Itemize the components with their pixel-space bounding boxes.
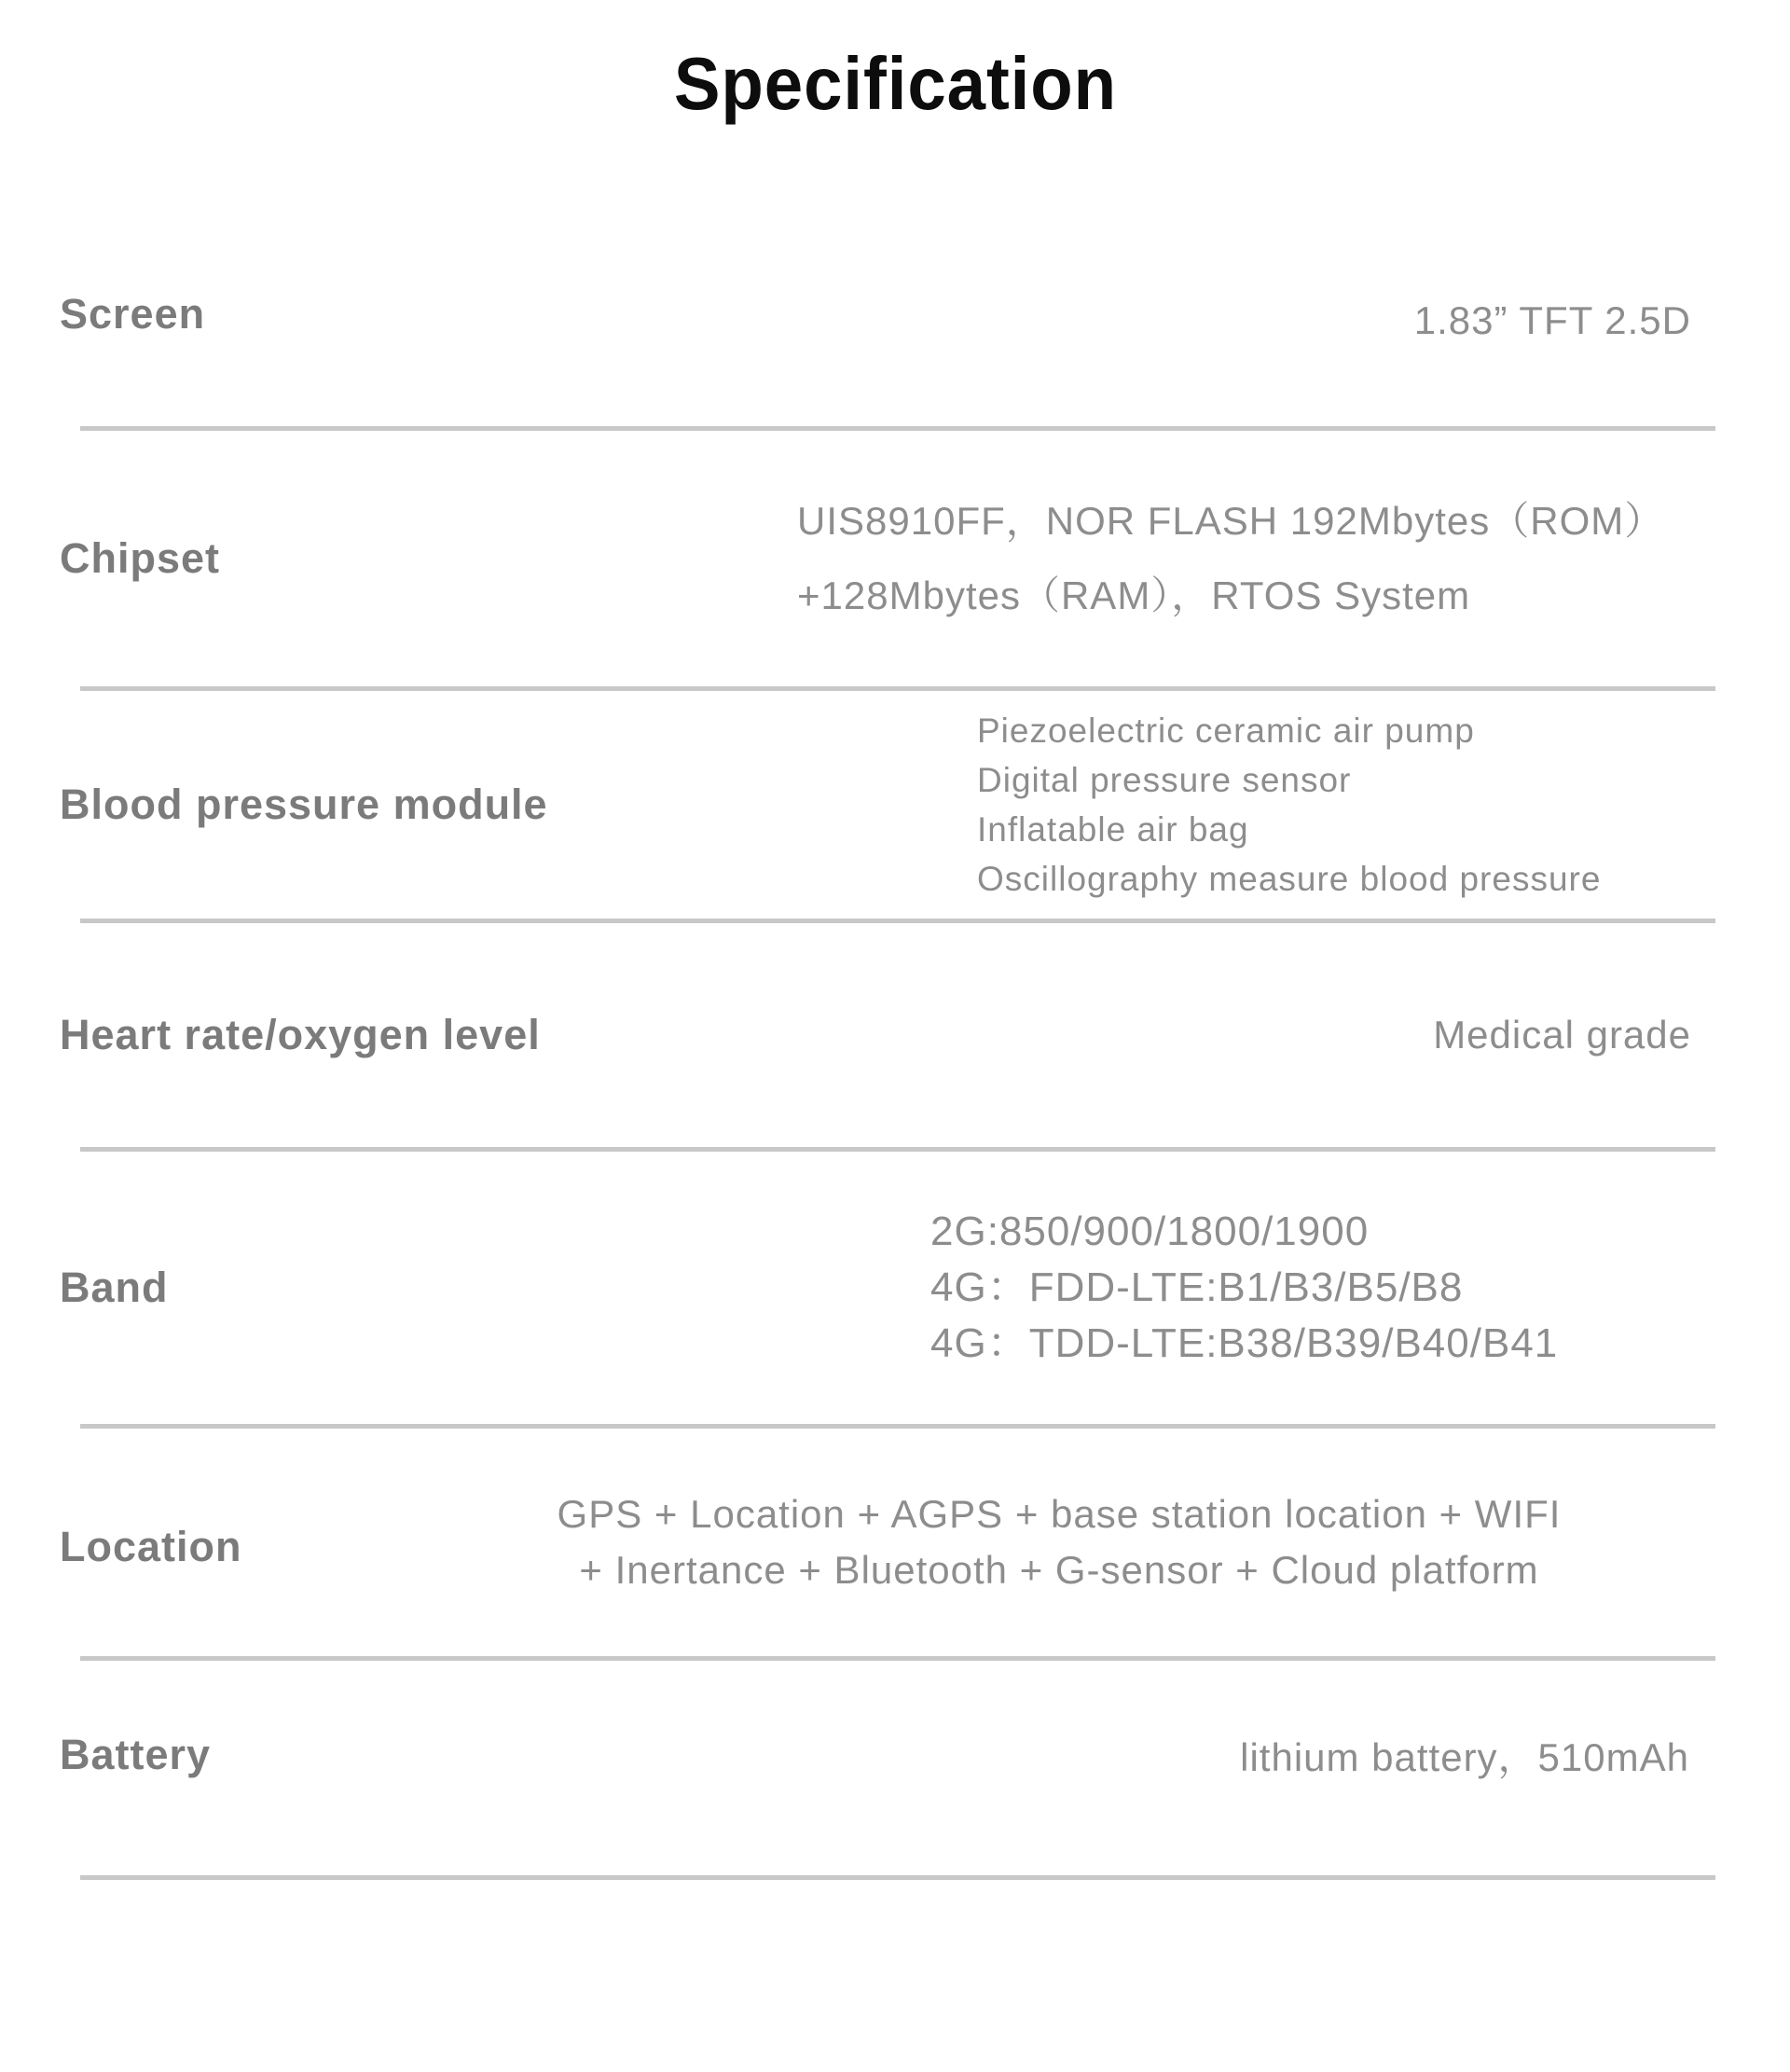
row-value-location xyxy=(392,1486,1727,1598)
value-line: GPS + Location + AGPS + base station location + WIFI xyxy=(557,1492,1562,1536)
value-line: Digital pressure sensor xyxy=(977,761,1352,799)
row-value-battery xyxy=(1240,1727,1689,1783)
divider xyxy=(80,1875,1715,1880)
value-line: Medical grade xyxy=(1433,1013,1691,1057)
value-line: UIS8910FF，NOR FLASH 192Mbytes（ROM） xyxy=(797,499,1665,543)
value-line: 1.83” TFT 2.5D xyxy=(1413,297,1691,342)
row-label-chipset: Chipset xyxy=(60,534,221,582)
spec-row-battery xyxy=(0,1661,1790,1875)
row-label-band: Band xyxy=(60,1264,169,1311)
value-line: lithium battery，510mAh xyxy=(1240,1735,1689,1780)
spec-row-band xyxy=(0,1152,1790,1424)
value-line: 4G：TDD-LTE:B38/B39/B40/B41 xyxy=(930,1320,1559,1366)
row-value-chipset xyxy=(797,484,1725,633)
value-line: Oscillography measure blood pressure xyxy=(977,860,1602,898)
spec-row-blood-pressure xyxy=(0,691,1790,919)
row-value-heart-rate xyxy=(1433,1013,1691,1057)
header xyxy=(0,0,1790,132)
row-label-heart-rate: Heart rate/oxygen level xyxy=(60,1011,541,1058)
spec-row-location xyxy=(0,1429,1790,1656)
value-line: +128Mbytes（RAM），RTOS System xyxy=(797,573,1471,617)
row-label-blood-pressure: Blood pressure module xyxy=(60,780,548,828)
row-value-screen xyxy=(1414,298,1691,343)
row-label-screen: Screen xyxy=(60,290,206,338)
row-label-battery: Battery xyxy=(60,1731,212,1779)
page-title: Specification xyxy=(673,42,1117,125)
row-label-location: Location xyxy=(60,1522,242,1570)
value-line: Inflatable air bag xyxy=(977,810,1249,849)
value-line: 4G：FDD-LTE:B1/B3/B5/B8 xyxy=(930,1264,1464,1310)
spec-table xyxy=(0,132,1790,1880)
value-line: 2G:850/900/1800/1900 xyxy=(930,1209,1370,1254)
spec-row-chipset xyxy=(0,431,1790,686)
spec-row-heart-rate xyxy=(0,923,1790,1147)
value-line: Piezoelectric ceramic air pump xyxy=(977,711,1475,750)
row-value-band xyxy=(930,1204,1734,1372)
spec-row-screen xyxy=(0,132,1790,426)
row-value-blood-pressure xyxy=(977,706,1734,904)
value-line: + Inertance + Bluetooth + G-sensor + Cloud platform xyxy=(579,1548,1539,1592)
